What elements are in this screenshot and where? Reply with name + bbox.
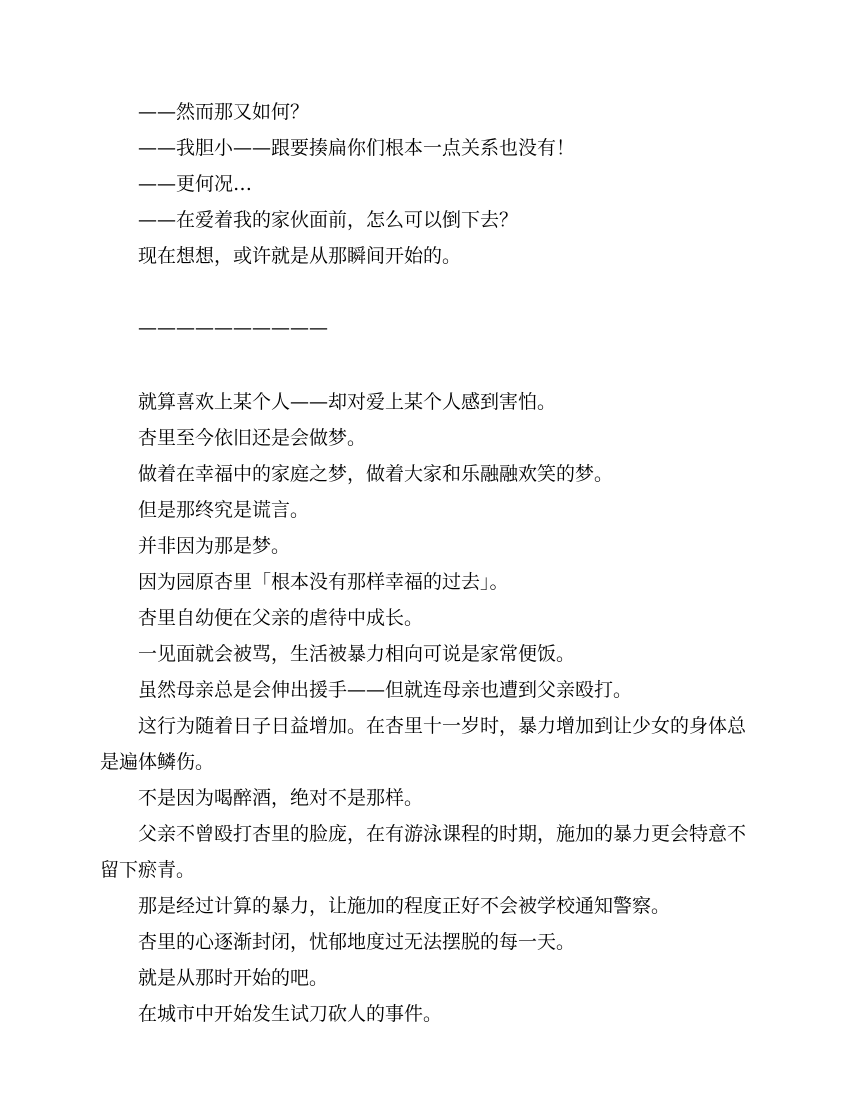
paragraph: 但是那终究是谎言。 <box>138 499 310 521</box>
spacer <box>100 346 750 384</box>
paragraph: 并非因为那是梦。 <box>138 535 291 557</box>
paragraph: 父亲不曾殴打杏里的脸庞，在有游泳课程的时期，施加的暴力更会特意不留下瘀青。 <box>100 823 747 881</box>
paragraph: 在城市中开始发生试刀砍人的事件。 <box>138 1003 443 1025</box>
paragraph: 杏里自幼便在父亲的虐待中成长。 <box>138 607 424 629</box>
paragraph: 一见面就会被骂，生活被暴力相向可说是家常便饭。 <box>138 643 576 665</box>
paragraph: 现在想想，或许就是从那瞬间开始的。 <box>138 245 462 267</box>
paragraph: 虽然母亲总是会伸出援手——但就连母亲也遭到父亲殴打。 <box>138 679 633 701</box>
paragraph: ——然而那又如何？ <box>138 101 310 123</box>
paragraph: 那是经过计算的暴力，让施加的程度正好不会被学校通知警察。 <box>138 895 671 917</box>
paragraph: ——我胆小——跟要揍扁你们根本一点关系也没有！ <box>138 137 576 159</box>
paragraph: 就是从那时开始的吧。 <box>138 967 329 989</box>
paragraph: 不是因为喝醉酒，绝对不是那样。 <box>138 787 424 809</box>
document-page <box>100 94 750 1032</box>
paragraph: 杏里的心逐渐封闭，忧郁地度过无法摆脱的每一天。 <box>138 931 576 953</box>
paragraph: ——更何况… <box>138 173 253 195</box>
paragraph: 因为园原杏里「根本没有那样幸福的过去」。 <box>138 571 509 593</box>
paragraph: 这行为随着日子日益增加。在杏里十一岁时，暴力增加到让少女的身体总是遍体鳞伤。 <box>100 715 747 773</box>
paragraph: 杏里至今依旧还是会做梦。 <box>138 427 367 449</box>
spacer <box>100 274 750 310</box>
paragraph: ——在爱着我的家伙面前，怎么可以倒下去？ <box>138 209 519 231</box>
paragraph: 做着在幸福中的家庭之梦，做着大家和乐融融欢笑的梦。 <box>138 463 614 485</box>
paragraph: 就算喜欢上某个人——却对爱上某个人感到害怕。 <box>138 391 557 413</box>
section-separator: —————————— <box>138 317 328 339</box>
